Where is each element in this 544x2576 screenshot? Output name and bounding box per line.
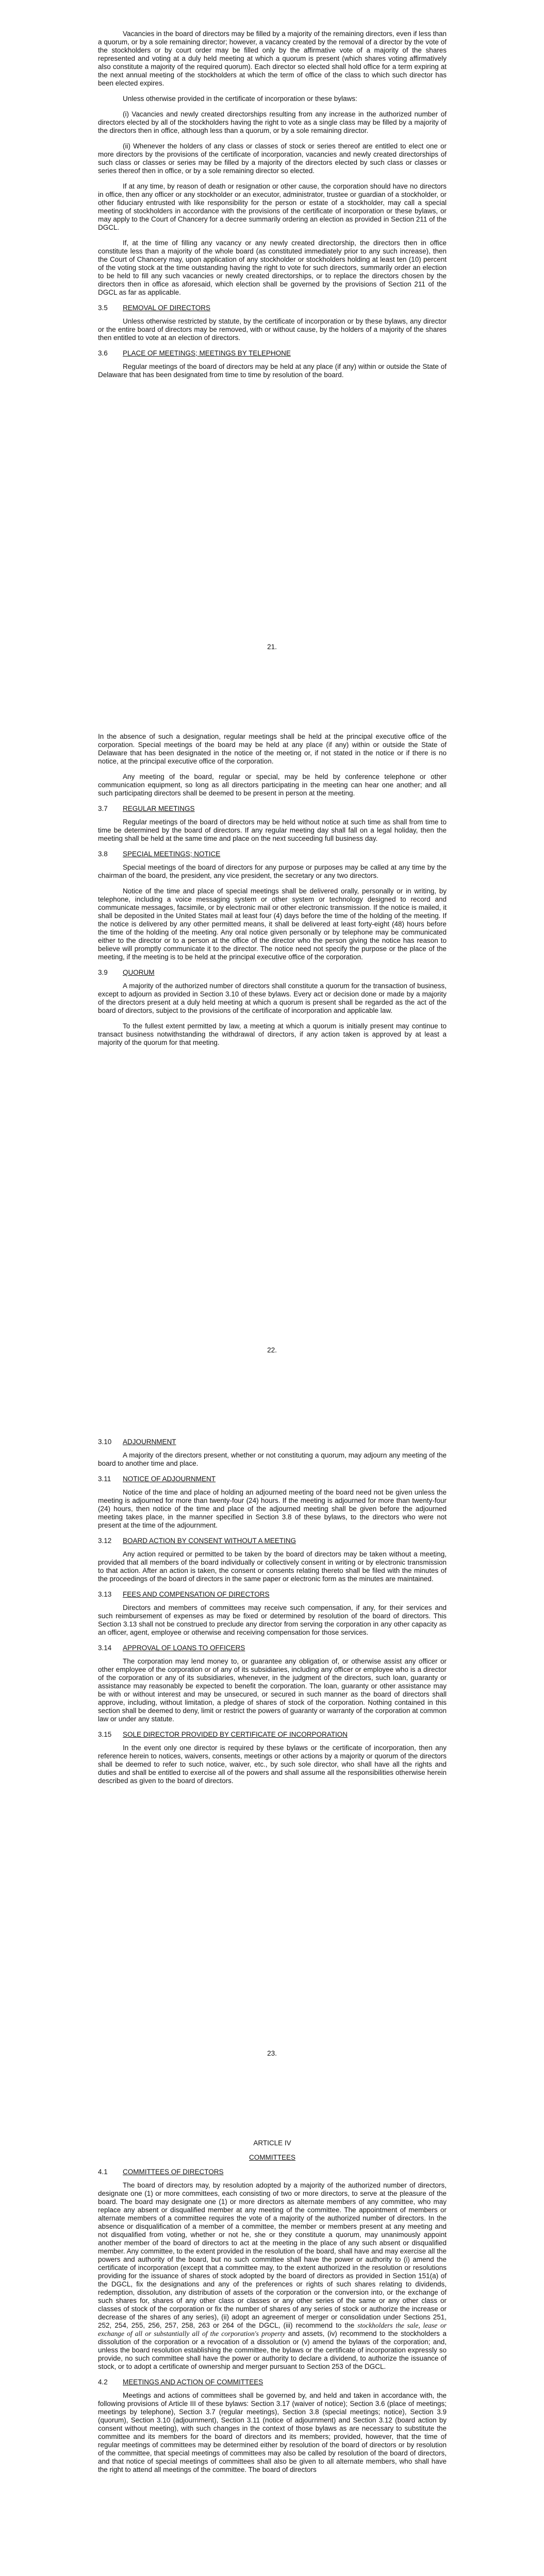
text-run-italic: stockholders the sale, lease or exchange of all or substantially all of the corporation's property (98, 2321, 447, 2337)
paragraph: Unless otherwise provided in the certificate of incorporation or these bylaws: (123, 95, 357, 103)
paragraph: Regular meetings of the board of directors may be held at any place (if any) within or outside the State of Delaware that has been designated from time to time by resolution of the board. (98, 363, 447, 379)
paragraph: The corporation may lend money to, or guarantee any obligation of, or otherwise assist any officer or other employee of the corporation or of any of its subsidiaries, including any officer or employee who is a director of the corporation or any of its subsidiaries, whenever, in the judgment of the directors, such loan, guaranty or assistance may reasonably be expected to benefit the corporation. The loan, guaranty or other assistance may be with or without interest and may be unsecured, or secured in such manner as the board of directors shall approve, including, without limitation, a pledge of shares of stock of the corporation. Nothing contained in this section shall be deemed to deny, limit or restrict the powers of guaranty or warranty of the corporation at common law or under any statute. (98, 1657, 447, 1723)
section-title: SPECIAL MEETINGS; NOTICE (123, 850, 221, 858)
paragraph: Any action required or permitted to be taken by the board of directors may be taken without a meeting, provided that all members of the board individually or collectively consent in writing or by electronic transmission to that action. After an action is taken, the consent or consents relating thereto shall be filed with the minutes of the proceedings of the board of directors in the same paper or electronic form as the minutes are maintained. (98, 1550, 447, 1583)
section-number: 4.2 (98, 2378, 108, 2386)
paragraph: (i) Vacancies and newly created directorships resulting from any increase in the authorized number of directors elected by all of the stockholders having the right to vote as a single class may be filled by a majority of the directors then in office, although less than a quorum, or by a sole remaining director. (98, 110, 447, 134)
section-title: ADJOURNMENT (123, 1438, 176, 1446)
paragraph: Unless otherwise restricted by statute, by the certificate of incorporation or by these bylaws, any director or the entire board of directors may be removed, with or without cause, by the holders of a majority of the shares then entitled to vote at an election of directors. (98, 317, 447, 342)
section-number: 3.11 (98, 1475, 111, 1483)
paragraph: Meetings and actions of committees shall be governed by, and held and taken in accordance with, the following provisions of Article III of these bylaws: Section 3.17 (waiver of notice); Section 3.6 (place of meetings; meetings by telephone), Section 3.7 (regular meetings), Section 3.8 (special meetings; notice), Section 3.9 (quorum), Section 3.10 (adjournment), Section 3.11 (notice of adjournment) and Section 3.12 (board action by consent without meeting), with such changes in the context of those bylaws as are necessary to substitute the committee and its members for the board of directors and its members; provided, however, that the time of regular meetings of committees may be determined either by resolution of the board of directors or by resolution of the committee, that special meetings of committees may also be called by resolution of the board of directors, and that notice of special meetings of committees shall also be given to all alternate members, who shall have the right to attend all meetings of the committee. The board of directors (98, 2392, 447, 2473)
paragraph: To the fullest extent permitted by law, a meeting at which a quorum is initially present may continue to transact business notwithstanding the withdrawal of directors, if any action taken is approved by at least a majority of the quorum for that meeting. (98, 1022, 447, 1046)
paragraph: In the absence of such a designation, regular meetings shall be held at the principal executive office of the corporation. Special meetings of the board may be held at any place (if any) within or outside the State of Delaware that has been designated in the notice of the meeting or, if not stated in the notice or if there is no notice, at the principal executive office of the corporation. (98, 733, 447, 765)
section-title: FEES AND COMPENSATION OF DIRECTORS (123, 1590, 270, 1598)
page-22 (0, 703, 544, 1406)
page-number: 21. (267, 643, 277, 651)
page-number: 23. (267, 2049, 277, 2057)
section-number: 3.7 (98, 805, 108, 812)
paragraph: In the event only one director is required by these bylaws or the certificate of incorporation, then any reference herein to notices, waivers, consents, meetings or other actions by a majority or quorum of the directors shall be deemed to refer to such notice, waiver, etc., by such sole director, who shall have all the rights and duties and shall be entitled to exercise all of the powers and shall assume all the responsibilities otherwise herein described as given to the board of directors. (98, 1744, 447, 1785)
section-heading-3-12 (98, 1537, 447, 1545)
section-heading-3-5 (98, 304, 447, 312)
section-number: 3.6 (98, 349, 108, 357)
paragraph: A majority of the directors present, whether or not constituting a quorum, may adjourn any meeting of the board to another time and place. (98, 1451, 447, 1467)
article-heading: ARTICLE IV (253, 2139, 291, 2147)
section-number: 3.8 (98, 850, 108, 858)
section-title: REMOVAL OF DIRECTORS (123, 304, 211, 312)
page-24 (0, 2110, 544, 2576)
paragraph (98, 2181, 447, 2371)
section-heading-3-10 (98, 1438, 447, 1446)
section-number: 3.13 (98, 1590, 112, 1598)
page-24-body (98, 2139, 447, 2481)
paragraph: Any meeting of the board, regular or special, may be held by conference telephone or other communication equipment, so long as all directors participating in the meeting can hear one another; and all such participating directors shall be deemed to be present in person at the meeting. (98, 773, 447, 797)
section-number: 3.14 (98, 1644, 112, 1652)
section-title: BOARD ACTION BY CONSENT WITHOUT A MEETING (123, 1537, 296, 1545)
section-heading-4-1 (98, 2168, 447, 2176)
paragraph: If, at the time of filling any vacancy or any newly created directorship, the directors then in office constitute less than a majority of the whole board (as constituted immediately prior to any such increase), then the Court of Chancery may, upon application of any stockholder or stockholders holding at least ten (10) percent of the voting stock at the time outstanding having the right to vote for such directors, summarily order an election to be held to fill any such vacancies or newly created directorships, or to replace the directors chosen by the directors then in office as aforesaid, which election shall be governed by the provisions of Section 211 of the DGCL as far as applicable. (98, 239, 447, 296)
paragraph: Notice of the time and place of holding an adjourned meeting of the board need not be given unless the meeting is adjourned for more than twenty-four (24) hours. If the meeting is adjourned for more than twenty-four (24) hours, then notice of the time and place of the adjourned meeting shall be given before the adjourned meeting takes place, in the manner specified in Section 3.8 of these bylaws, to the directors who were not present at the time of the adjournment. (98, 1488, 447, 1529)
paragraph: Notice of the time and place of special meetings shall be delivered orally, personally or in writing, by telephone, including a voice messaging system or other system or technology designed to record and communicate messages, facsimile, or by electronic mail or other electronic transmission. If the notice is mailed, it shall be deposited in the United States mail at least four (4) days before the time of the holding of the meeting. If the notice is delivered by any other permitted means, it shall be delivered at least forty-eight (48) hours before the time of the holding of the meeting. Any oral notice given personally or by telephone may be communicated either to the director or to a person at the office of the director who the person giving the notice has reason to believe will promptly communicate it to the director. The notice need not specify the purpose or the place of the meeting, if the meeting is to be held at the principal executive office of the corporation. (98, 887, 447, 961)
page-22-body (98, 733, 447, 1054)
section-number: 3.9 (98, 969, 108, 976)
section-number: 3.15 (98, 1731, 112, 1738)
section-title: APPROVAL OF LOANS TO OFFICERS (123, 1644, 245, 1652)
page-21 (0, 0, 544, 703)
section-title: PLACE OF MEETINGS; MEETINGS BY TELEPHONE (123, 349, 291, 357)
paragraph: Regular meetings of the board of directors may be held without notice at such time as shall from time to time be determined by the board of directors. If any regular meeting day shall fall on a legal holiday, then the meeting shall be held at the same time and place on the next succeeding full business day. (98, 818, 447, 842)
page-23 (0, 1406, 544, 2110)
section-heading-3-15 (98, 1731, 447, 1739)
section-heading-4-2 (98, 2378, 447, 2386)
page-23-body (98, 1436, 447, 1792)
section-number: 3.5 (98, 304, 108, 312)
section-heading-3-14 (98, 1644, 447, 1652)
section-number: 3.10 (98, 1438, 112, 1446)
text-run: The board of directors may, by resolution adopted by a majority of the authorized number of directors, designate one (1) or more committees, each consisting of two or more directors, to serve at the pleasure of the board. The board may designate one (1) or more directors as alternate members of any committee, who may replace any absent or disqualified member at any meeting of the committee. The appointment of members or alternate members of a committee requires the vote of a majority of the authorized number of directors. In the absence or disqualification of a member of a committee, the member or members present at any meeting and not disqualified from voting, whether or not he, she or they constitute a quorum, may unanimously appoint another member of the board of directors to act at the meeting in the place of any such absent or disqualified member. Any committee, to the extent provided in the resolution of the board, shall have and may exercise all the powers and authority of the board, but no such committee shall have the power or authority to (i) amend the certificate of incorporation (except that a committee may, to the extent authorized in the resolution or resolutions providing for the issuance of shares of stock adopted by the board of directors as provided in Section 151(a) of the DGCL, fix the designations and any of the preferences or rights of such shares relating to dividends, redemption, dissolution, any distribution of assets of the corporation or the conversion into, or the exchange of such shares for, shares of any other class or classes or any other series of the same or any other class or classes of stock of the corporation or fix the number of shares of any series of stock or authorize the increase or decrease of the shares of any series), (ii) adopt an agreement of merger or consolidation under Sections 251, 252, 254, 255, 256, 257, 258, 263 or 264 of the DGCL, (iii) recommend to the (98, 2181, 447, 2329)
section-title: QUORUM (123, 969, 155, 976)
page-number: 22. (267, 1346, 277, 1354)
section-title: SOLE DIRECTOR PROVIDED BY CERTIFICATE OF INCORPORATION (123, 1731, 348, 1738)
section-heading-3-8 (98, 850, 447, 858)
paragraph: Special meetings of the board of directors for any purpose or purposes may be called at any time by the chairman of the board, the president, any vice president, the secretary or any two directors. (98, 863, 447, 879)
page-21-body (98, 30, 447, 386)
section-number: 4.1 (98, 2168, 108, 2176)
paragraph: (ii) Whenever the holders of any class or classes of stock or series thereof are entitled to elect one or more directors by the provisions of the certificate of incorporation, vacancies and newly created directorships of such class or classes or series may be filled by a majority of the directors elected by such class or classes or series thereof then in office, or by a sole remaining director so elected. (98, 142, 447, 175)
section-heading-3-6 (98, 349, 447, 358)
text-run: and assets, (iv) recommend to the stockholders a dissolution of the corporation or a revocation of a dissolution or (v) amend the bylaws of the corporation; and, unless the board resolution establishing the committee, the bylaws or the certificate of incorporation expressly so provide, no such committee shall have the power or authority to declare a dividend, to authorize the issuance of stock, or to adopt a certificate of ownership and merger pursuant to Section 253 of the DGCL. (98, 2330, 447, 2370)
paragraph: A majority of the authorized number of directors shall constitute a quorum for the transaction of business, except to adjourn as provided in Section 3.10 of these bylaws. Every act or decision done or made by a majority of the directors present at a duly held meeting at which a quorum is present shall be regarded as the act of the board of directors, subject to the provisions of the certificate of incorporation and applicable law. (98, 982, 447, 1014)
article-title: COMMITTEES (249, 2154, 295, 2161)
section-title: NOTICE OF ADJOURNMENT (123, 1475, 216, 1483)
section-heading-3-13 (98, 1590, 447, 1599)
section-heading-3-11 (98, 1475, 447, 1483)
paragraph: If at any time, by reason of death or resignation or other cause, the corporation should have no directors in office, then any officer or any stockholder or an executor, administrator, trustee or guardian of a stockholder, or other fiduciary entrusted with like responsibility for the person or estate of a stockholder, may call a special meeting of stockholders in accordance with the provisions of the certificate of incorporation or these bylaws, or may apply to the Court of Chancery for a decree summarily ordering an election as provided in Section 211 of the DGCL. (98, 182, 447, 231)
paragraph: Vacancies in the board of directors may be filled by a majority of the remaining directors, even if less than a quorum, or by a sole remaining director; however, a vacancy created by the removal of a director by the vote of the stockholders or by court order may be filled only by the affirmative vote of a majority of the shares represented and voting at a duly held meeting at which a quorum is present (which shares voting affirmatively also constitute a majority of the required quorum). Each director so elected shall hold office for a term expiring at the next annual meeting of the stockholders at which the term of office of the class to which such director has been elected expires. (98, 30, 447, 87)
section-number: 3.12 (98, 1537, 112, 1545)
section-title: MEETINGS AND ACTION OF COMMITTEES (123, 2378, 263, 2386)
paragraph: Directors and members of committees may receive such compensation, if any, for their services and such reimbursement of expenses as may be fixed or determined by resolution of the board of directors. This Section 3.13 shall not be construed to preclude any director from serving the corporation in any other capacity as an officer, agent, employee or otherwise and receiving compensation for those services. (98, 1604, 447, 1636)
section-title: COMMITTEES OF DIRECTORS (123, 2168, 224, 2176)
section-title: REGULAR MEETINGS (123, 805, 195, 812)
section-heading-3-7 (98, 805, 447, 813)
section-heading-3-9 (98, 969, 447, 977)
